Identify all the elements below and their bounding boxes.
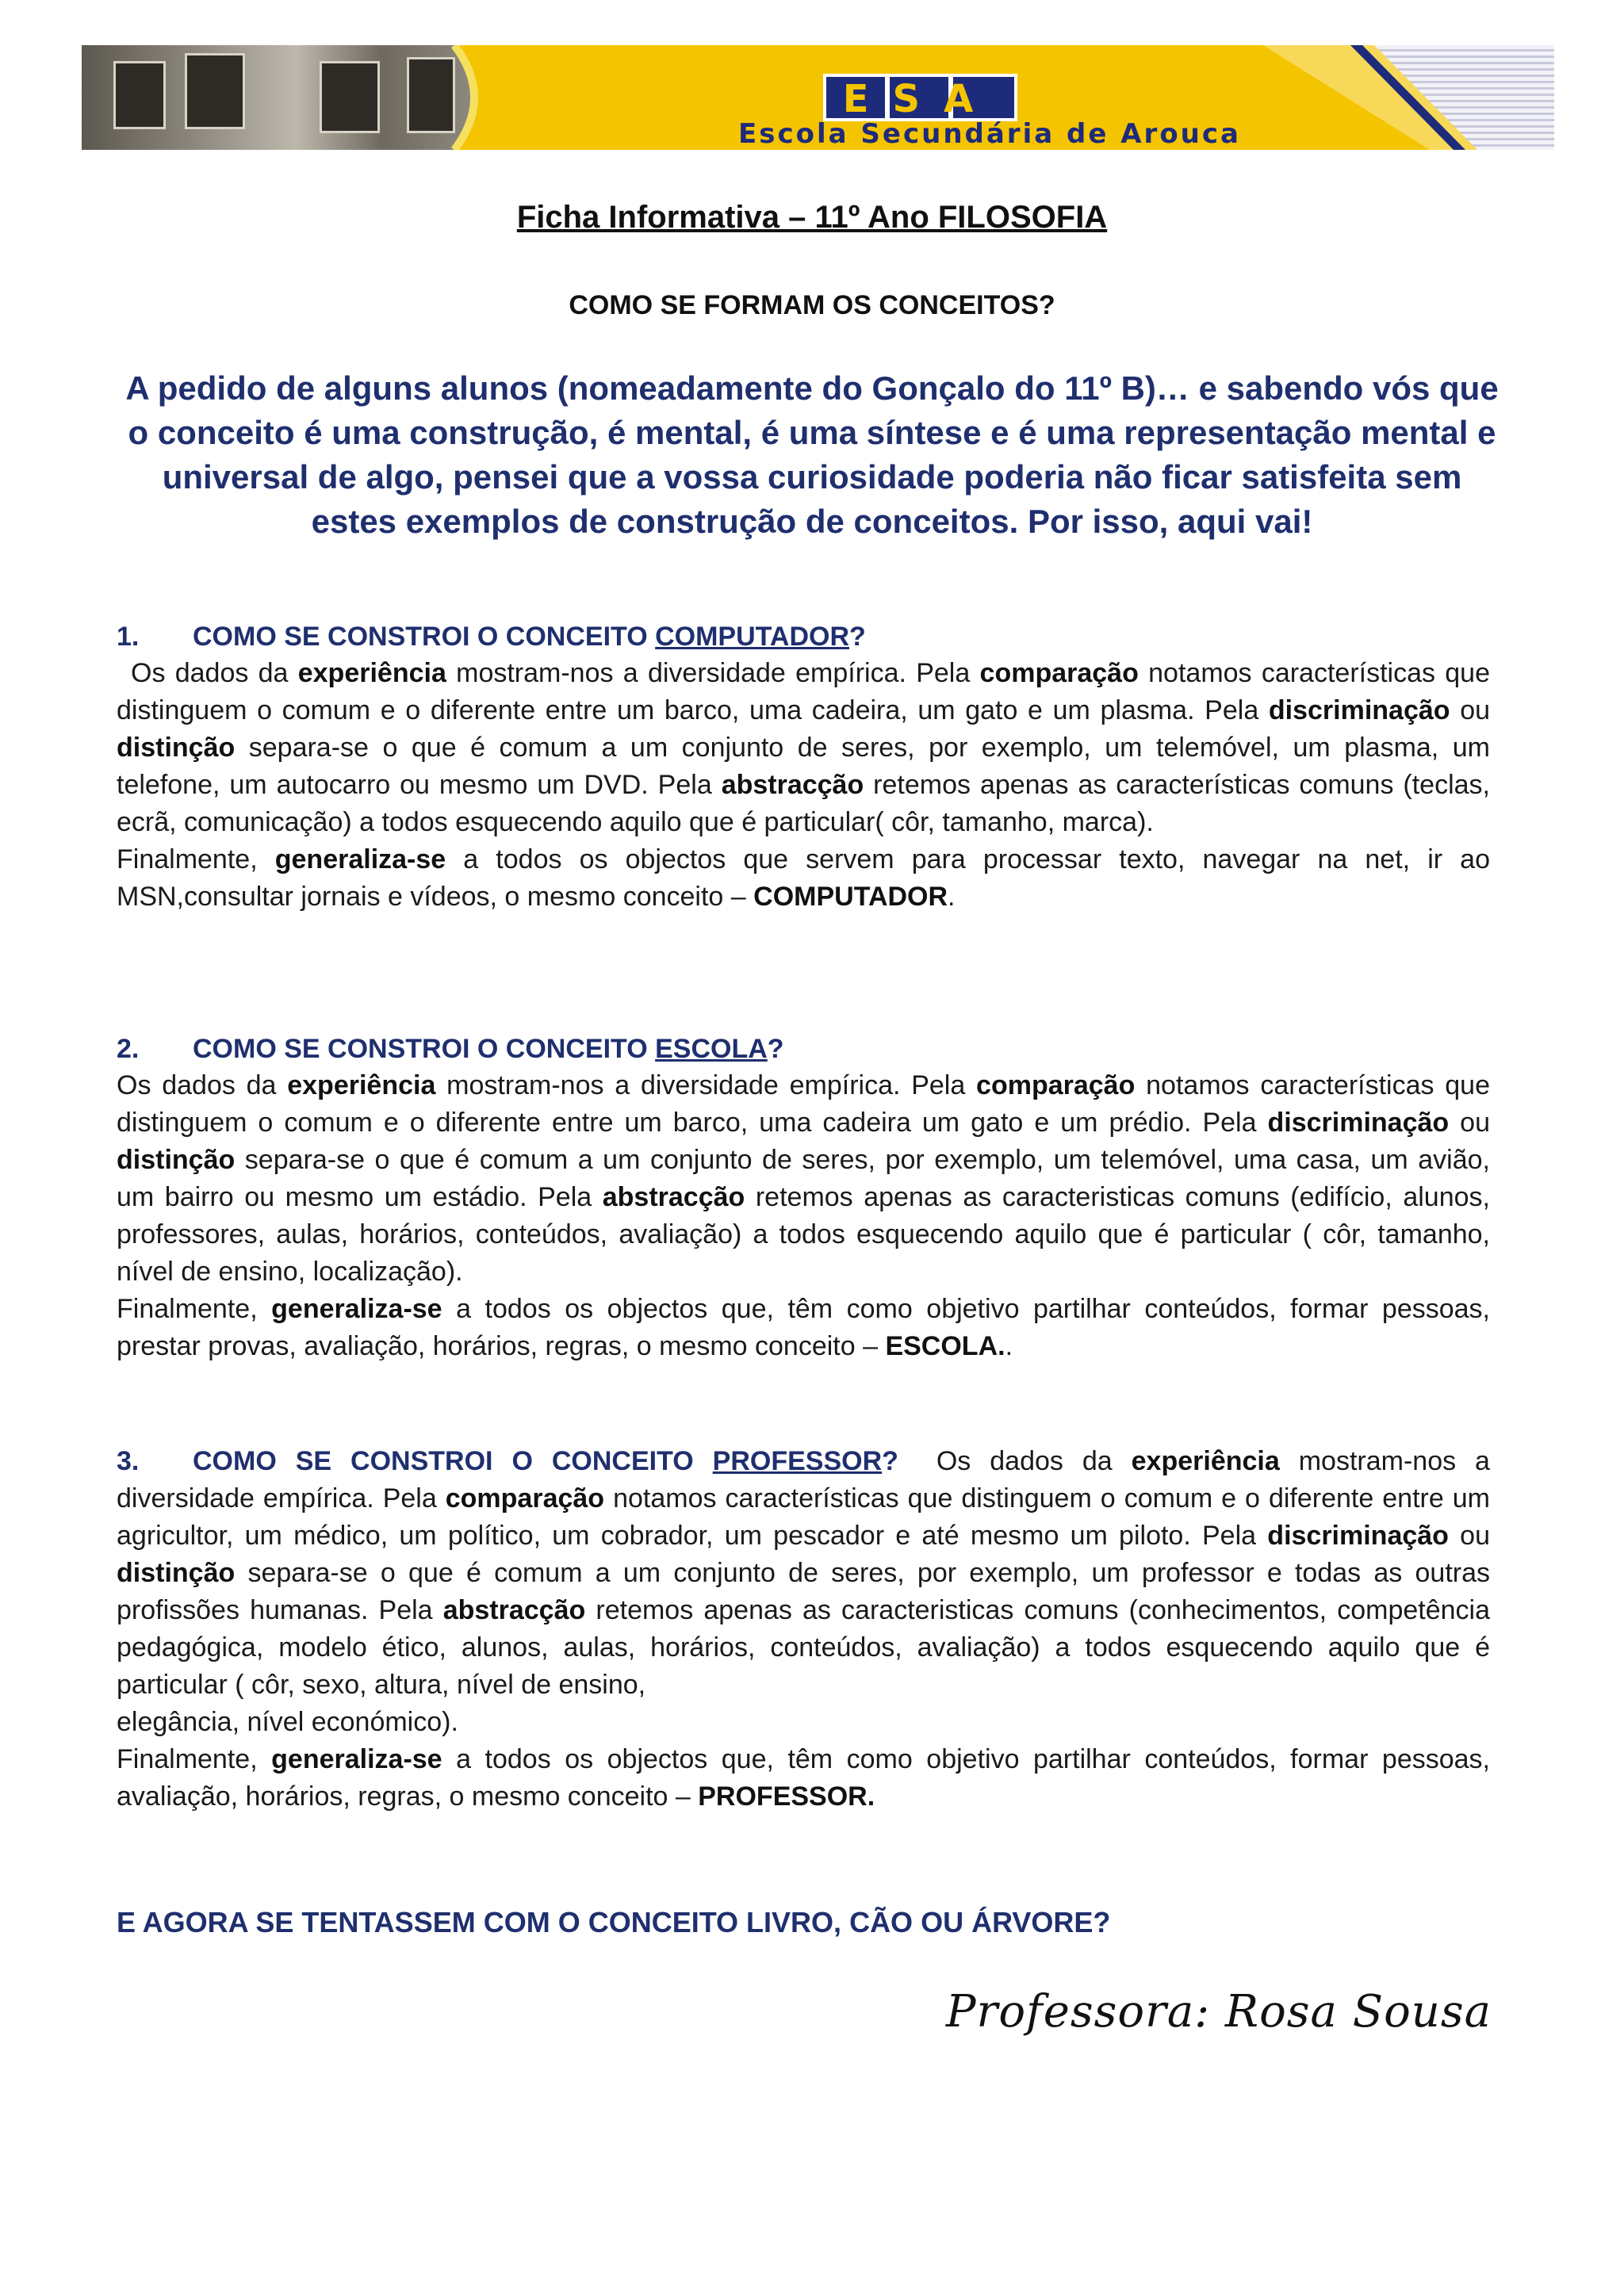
intro-paragraph: A pedido de alguns alunos (nomeadamente do Gonçalo do 11º B)… e sabendo vós que o conceito é uma construção, é mental, é uma síntese e é uma representação mental e universal de algo, pensei que a vossa curiosidade poderia não ficar satisfeita sem estes exemplos de construção de conceitos. Por isso, aqui vai!	[125, 369, 1499, 540]
section-heading	[117, 618, 1490, 655]
closing-question: E AGORA SE TENTASSEM COM O CONCEITO LIVRO, CÃO OU ÁRVORE?	[117, 1906, 1111, 1938]
section-professor	[117, 1443, 1490, 1816]
section-paragraph-continued: elegância, nível económico).	[117, 1707, 458, 1737]
section-keyword: ESCOLA	[655, 1034, 768, 1064]
school-name: Escola Secundária de Arouca	[738, 118, 1241, 150]
section-paragraph: 3. COMO SE CONSTROI O CONCEITO PROFESSOR? Os dados da experiência mostram-nos a diversidade empírica. Pela comparação notamos características que distinguem o comum e o diferente entre um agricultor, um médico, um político, um cobrador, um pescador e até mesmo um piloto. Pela discriminação ou distinção separa-se o que é comum a um conjunto de seres, por exemplo, um professor e todas as outras profissões humanas. Pela abstracção retemos apenas as caracteristicas comuns (conhecimentos, competência pedagógica, modelo ético, alunos, aulas, horários, conteúdos, avaliação) a todos esquecendo aquilo que é particular ( côr, sexo, altura, nível de ensino,	[117, 1446, 1491, 1700]
section-paragraph: Os dados da experiência mostram-nos a diversidade empírica. Pela comparação notamos características que distinguem o comum e o diferente entre um barco, uma cadeira um gato e um prédio. Pela discriminação ou distinção separa-se o que é comum a um conjunto de seres, por exemplo, um telemóvel, uma casa, um avião, um bairro ou mesmo um estádio. Pela abstracção retemos apenas as caracteristicas comuns (edifício, alunos, professores, aulas, horários, conteúdos, avaliação) a todos esquecendo aquilo que é particular ( côr, tamanho, nível de ensino, localização).	[117, 1070, 1491, 1287]
section-keyword: COMPUTADOR	[655, 622, 849, 652]
section-heading: 3. COMO SE CONSTROI O CONCEITO PROFESSOR?	[117, 1446, 898, 1476]
page-title: Ficha Informativa – 11º Ano FILOSOFIA	[516, 200, 1108, 235]
section-heading-suffix: ?	[767, 1034, 784, 1064]
section-conclusion: Finalmente, generaliza-se a todos os objectos que, têm como objetivo partilhar conteúdos, formar pessoas, prestar provas, avaliação, horários, regras, o mesmo conceito – ESCOLA..	[117, 1294, 1490, 1361]
page-subtitle: COMO SE FORMAM OS CONCEITOS?	[569, 290, 1055, 320]
section-conclusion: Finalmente, generaliza-se a todos os objectos que, têm como objetivo partilhar conteúdos, formar pessoas, avaliação, horários, regras, o mesmo conceito – PROFESSOR.	[117, 1744, 1490, 1812]
esa-logo-text: ESA	[842, 77, 998, 121]
section-keyword: PROFESSOR	[712, 1446, 883, 1476]
section-paragraph: Os dados da experiência mostram-nos a diversidade empírica. Pela comparação notamos características que distinguem o comum e o diferente entre um barco, uma cadeira, um gato e um plasma. Pela discriminação ou distinção separa-se o que é comum a um conjunto de seres, por exemplo, um telemóvel, um plasma, um telefone, um autocarro ou mesmo um DVD. Pela abstracção retemos apenas as características comuns (teclas, ecrã, comunicação) a todos esquecendo aquilo que é particular( côr, tamanho, marca).	[117, 658, 1491, 837]
section-heading-suffix: ?	[849, 622, 866, 652]
section-number: 1.	[117, 622, 140, 652]
section-heading	[117, 1031, 1490, 1067]
section-heading-text: COMO SE CONSTROI O CONCEITO	[193, 622, 656, 652]
esa-logo	[823, 74, 1017, 121]
section-escola	[117, 1031, 1490, 1365]
school-banner	[82, 45, 1554, 150]
section-conclusion: Finalmente, generaliza-se a todos os objectos que servem para processar texto, navegar na net, ir ao MSN,consultar jornais e vídeos, o mesmo conceito – COMPUTADOR.	[117, 844, 1490, 912]
section-computador	[117, 618, 1490, 916]
section-heading-text: COMO SE CONSTROI O CONCEITO	[193, 1034, 656, 1064]
section-number: 2.	[117, 1034, 140, 1064]
teacher-signature: Professora: Rosa Sousa	[945, 1986, 1492, 2038]
